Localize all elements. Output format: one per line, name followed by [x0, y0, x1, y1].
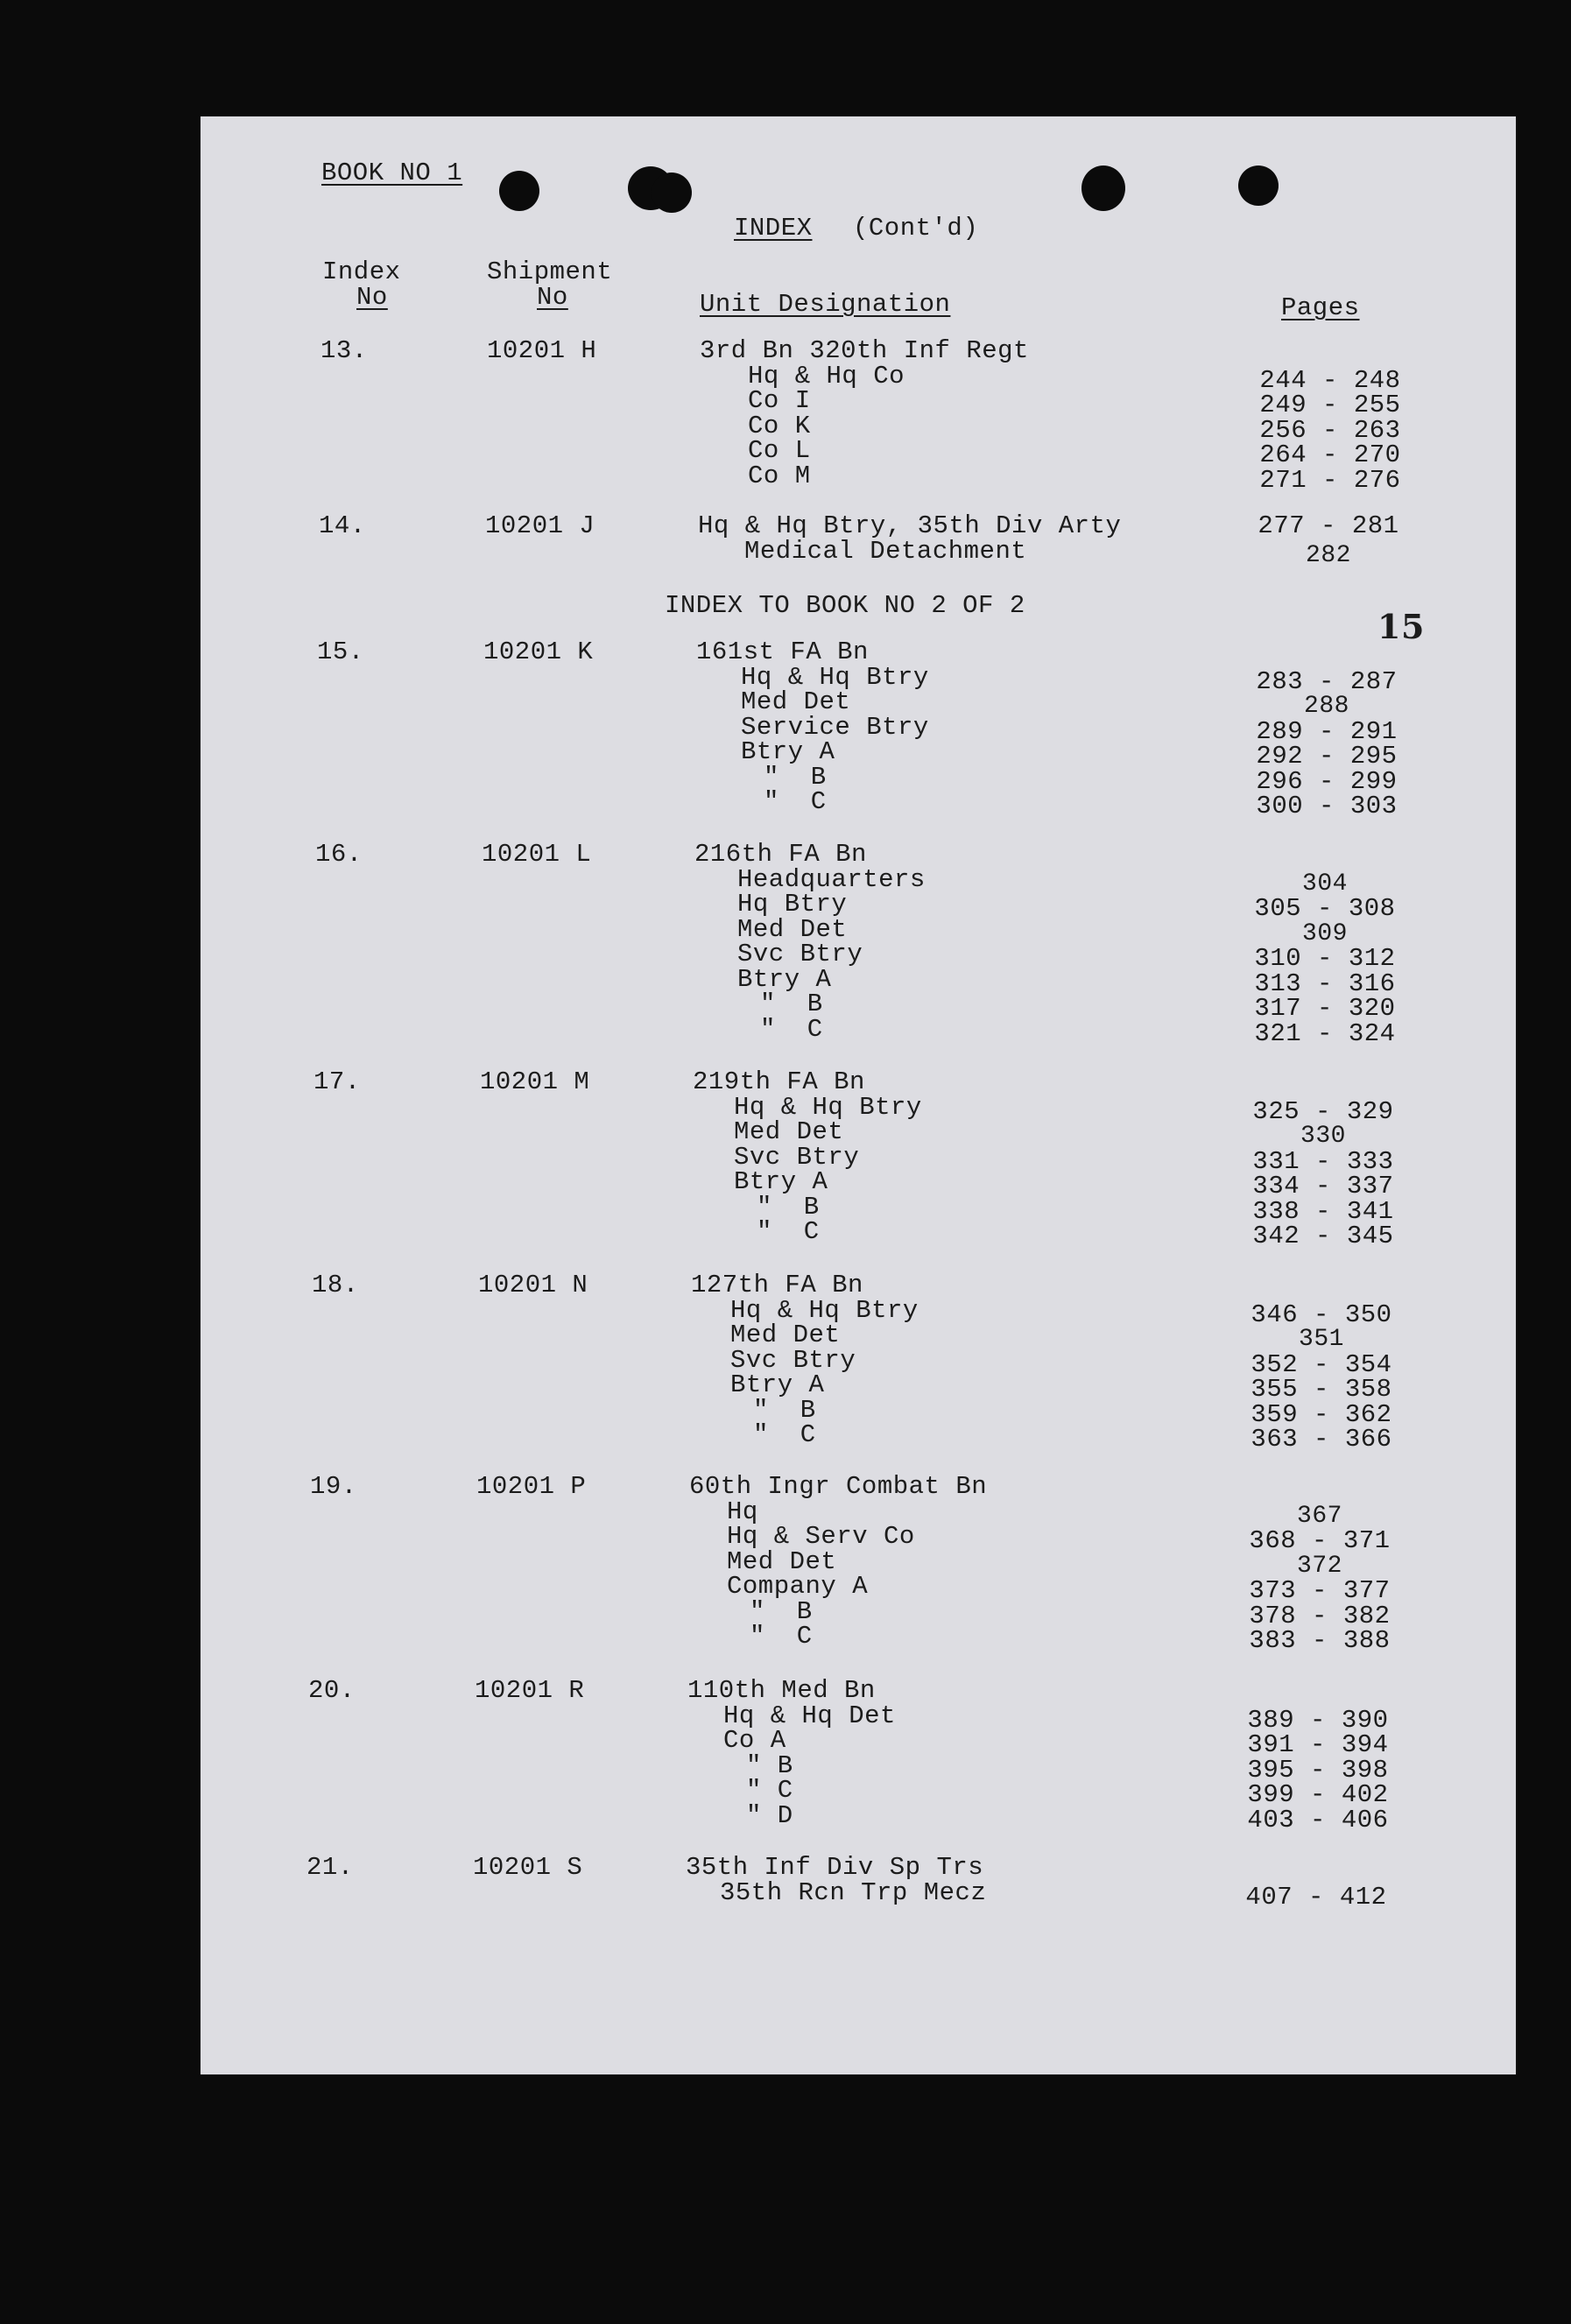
col-index-header: Index: [322, 257, 401, 286]
index-number: 16.: [315, 840, 363, 869]
sub-unit-name: Hq & Hq Co: [748, 361, 905, 391]
sub-unit-name: Hq & Hq Det: [723, 1701, 896, 1730]
page-range: 368 - 371: [1249, 1526, 1391, 1555]
sub-unit-name: " B: [753, 1395, 816, 1425]
page-range: 325 - 329: [1252, 1096, 1394, 1126]
index-title: INDEX: [734, 214, 813, 243]
sub-unit-name: Med Det: [734, 1117, 844, 1146]
page-range: 367: [1297, 1502, 1342, 1530]
index-number: 15.: [317, 637, 364, 666]
shipment-number: 10201 H: [487, 336, 597, 365]
shipment-number: 10201 M: [480, 1067, 590, 1096]
page-range: 288: [1304, 693, 1349, 720]
col-shipment-header-no: No: [537, 283, 568, 312]
col-pages-header: Pages: [1281, 293, 1360, 322]
unit-name: Hq & Hq Btry, 35th Div Arty: [698, 511, 1122, 540]
unit-name: 35th Inf Div Sp Trs: [686, 1853, 984, 1882]
page-range: 372: [1297, 1552, 1342, 1580]
sub-unit-name: " B: [750, 1596, 813, 1626]
sub-unit-name: " C: [757, 1217, 820, 1246]
sub-unit-name: Headquarters: [737, 864, 926, 894]
page-marker: 15: [1377, 607, 1425, 646]
sub-unit-name: Co I: [748, 386, 811, 415]
page-range: 395 - 398: [1247, 1755, 1389, 1785]
page-range: 292 - 295: [1256, 742, 1398, 771]
page-range: 352 - 354: [1250, 1349, 1392, 1379]
page-range: 334 - 337: [1252, 1172, 1394, 1201]
sub-unit-name: " C: [753, 1420, 816, 1449]
sub-unit-name: " C: [746, 1776, 793, 1805]
page-range: 304: [1302, 870, 1348, 898]
page-range: 351: [1299, 1326, 1344, 1353]
page-range: 249 - 255: [1259, 391, 1401, 419]
page-range: 355 - 358: [1250, 1375, 1392, 1404]
page-range: 296 - 299: [1256, 766, 1398, 796]
sub-unit-name: Co M: [748, 461, 811, 490]
unit-name: 3rd Bn 320th Inf Regt: [700, 336, 1029, 365]
sub-unit-name: Svc Btry: [730, 1345, 856, 1375]
sub-unit-name: Svc Btry: [737, 940, 863, 968]
sub-unit-name: " B: [746, 1750, 793, 1780]
punch-hole: [652, 173, 692, 213]
index-number: 19.: [310, 1472, 357, 1501]
page-range: 277 - 281: [1258, 511, 1399, 540]
punch-hole: [499, 171, 539, 211]
page-range: 359 - 362: [1250, 1399, 1392, 1429]
page-range: 373 - 377: [1249, 1576, 1391, 1605]
page-range: 300 - 303: [1256, 792, 1398, 820]
unit-name: 127th FA Bn: [691, 1271, 863, 1299]
page-range: 271 - 276: [1259, 465, 1401, 495]
col-index-header-no: No: [356, 283, 388, 312]
page-range: 282: [1306, 541, 1351, 569]
col-unit-header: Unit Designation: [700, 290, 951, 319]
page-range: 391 - 394: [1247, 1730, 1389, 1759]
unit-name: 110th Med Bn: [687, 1676, 876, 1705]
sub-unit-name: Svc Btry: [734, 1142, 860, 1172]
sub-unit-name: Hq: [727, 1497, 758, 1526]
page-range: 305 - 308: [1254, 894, 1396, 923]
shipment-number: 10201 L: [482, 840, 592, 869]
shipment-number: 10201 S: [473, 1853, 583, 1882]
punch-hole: [1238, 165, 1279, 206]
sub-unit-name: " B: [760, 989, 823, 1018]
shipment-number: 10201 K: [483, 637, 594, 666]
sub-unit-name: 35th Rcn Trp Mecz: [720, 1877, 987, 1907]
page-range: 317 - 320: [1254, 994, 1396, 1023]
section-heading: INDEX TO BOOK NO 2 OF 2: [665, 591, 1025, 620]
page-range: 289 - 291: [1256, 716, 1398, 746]
index-number: 18.: [312, 1271, 359, 1299]
sub-unit-name: " C: [750, 1622, 813, 1651]
page-range: 321 - 324: [1254, 1018, 1396, 1048]
page-range: 330: [1300, 1123, 1346, 1150]
shipment-number: 10201 R: [475, 1676, 585, 1705]
col-shipment-header: Shipment: [487, 257, 613, 286]
page-range: 264 - 270: [1259, 440, 1401, 469]
sub-unit-name: Co A: [723, 1726, 786, 1755]
unit-name: 60th Ingr Combat Bn: [689, 1472, 988, 1501]
sub-unit-name: Co L: [748, 436, 811, 465]
page-range: 283 - 287: [1256, 666, 1398, 696]
index-number: 17.: [313, 1067, 361, 1096]
page-range: 399 - 402: [1247, 1780, 1389, 1809]
page-range: 383 - 388: [1249, 1626, 1391, 1655]
book-number: BOOK NO 1: [321, 158, 463, 187]
page-range: 331 - 333: [1252, 1146, 1394, 1176]
index-number: 14.: [319, 511, 366, 540]
page-range: 389 - 390: [1247, 1705, 1389, 1735]
shipment-number: 10201 P: [476, 1472, 587, 1501]
sub-unit-name: Hq & Hq Btry: [730, 1295, 919, 1325]
unit-name: 219th FA Bn: [693, 1067, 865, 1096]
sub-unit-name: Company A: [727, 1572, 869, 1601]
sub-unit-name: " C: [764, 787, 827, 816]
sub-unit-name: " C: [760, 1014, 823, 1044]
sub-unit-name: " B: [757, 1192, 820, 1222]
sub-unit-name: Btry A: [734, 1167, 828, 1196]
page-range: 310 - 312: [1254, 944, 1396, 973]
sub-unit-name: Hq Btry: [737, 890, 848, 919]
sub-unit-name: Btry A: [730, 1370, 825, 1399]
sub-unit-name: Med Det: [727, 1546, 837, 1576]
sub-unit-name: Hq & Hq Btry: [741, 662, 929, 692]
sub-unit-name: Med Det: [730, 1320, 841, 1349]
unit-name: 161st FA Bn: [696, 637, 869, 666]
sub-unit-name: Med Det: [741, 687, 851, 716]
page-range: 309: [1302, 919, 1348, 947]
page-range: 407 - 412: [1245, 1882, 1387, 1912]
sub-unit-name: " B: [764, 762, 827, 792]
shipment-number: 10201 J: [485, 511, 595, 540]
sub-unit-name: Co K: [748, 411, 811, 440]
page-range: 313 - 316: [1254, 968, 1396, 998]
page-range: 256 - 263: [1259, 415, 1401, 445]
page-range: 342 - 345: [1252, 1222, 1394, 1250]
page-range: 363 - 366: [1250, 1425, 1392, 1454]
document-page: [201, 116, 1516, 2074]
page-range: 378 - 382: [1249, 1601, 1391, 1630]
index-number: 21.: [306, 1853, 354, 1882]
sub-unit-name: Medical Detachment: [744, 536, 1027, 566]
index-number: 20.: [308, 1676, 356, 1705]
page-range: 403 - 406: [1247, 1805, 1389, 1835]
sub-unit-name: Btry A: [741, 737, 835, 766]
sub-unit-name: Hq & Hq Btry: [734, 1092, 922, 1122]
page-range: 346 - 350: [1250, 1299, 1392, 1329]
sub-unit-name: Med Det: [737, 914, 848, 944]
index-title-suffix: (Cont'd): [853, 214, 979, 243]
index-number: 13.: [321, 336, 368, 365]
shipment-number: 10201 N: [478, 1271, 588, 1299]
sub-unit-name: Btry A: [737, 964, 832, 994]
punch-hole: [1081, 165, 1125, 211]
sub-unit-name: Hq & Serv Co: [727, 1522, 915, 1551]
sub-unit-name: Service Btry: [741, 712, 929, 742]
page-range: 338 - 341: [1252, 1196, 1394, 1226]
page-range: 244 - 248: [1259, 365, 1401, 395]
unit-name: 216th FA Bn: [694, 840, 867, 869]
sub-unit-name: " D: [746, 1800, 793, 1830]
